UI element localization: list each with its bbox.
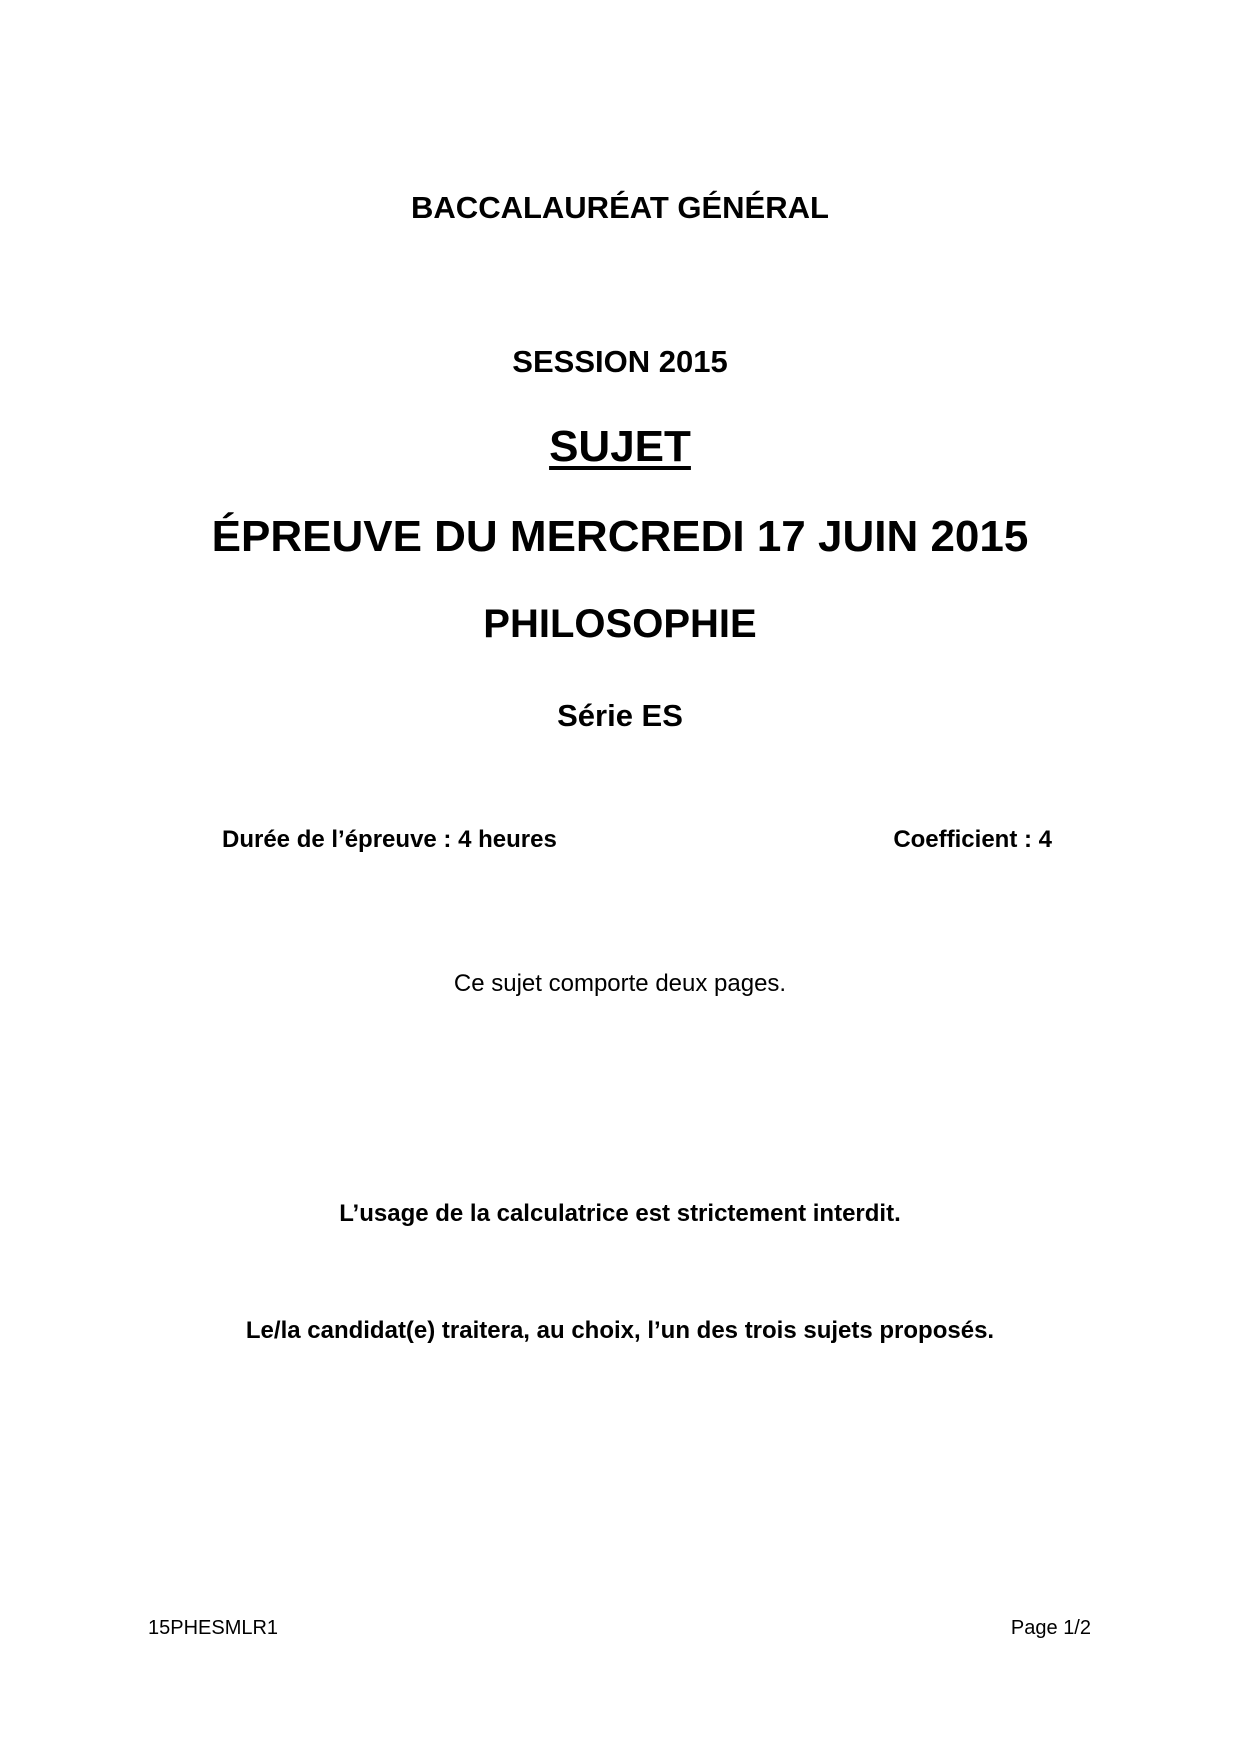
series-heading: Série ES	[557, 698, 683, 733]
page-number: Page 1/2	[1010, 1617, 1091, 1639]
page-count-note: Ce sujet comporte deux pages.	[453, 970, 787, 997]
subject-heading: PHILOSOPHIE	[483, 602, 757, 646]
exam-type-heading: BACCALAURÉAT GÉNÉRAL	[411, 190, 829, 225]
document-code: 15PHESMLR1	[148, 1617, 279, 1639]
exam-coefficient: Coefficient : 4	[893, 826, 1052, 853]
exam-duration: Durée de l’épreuve : 4 heures	[222, 826, 557, 853]
exam-date-heading: ÉPREUVE DU MERCREDI 17 JUIN 2015	[211, 512, 1029, 561]
session-heading: SESSION 2015	[512, 344, 728, 379]
candidate-instruction: Le/la candidat(e) traitera, au choix, l’un des trois sujets proposés.	[245, 1317, 995, 1344]
calculator-rule: L’usage de la calculatrice est strictement interdit.	[339, 1200, 901, 1227]
document-label: SUJET	[549, 422, 691, 471]
